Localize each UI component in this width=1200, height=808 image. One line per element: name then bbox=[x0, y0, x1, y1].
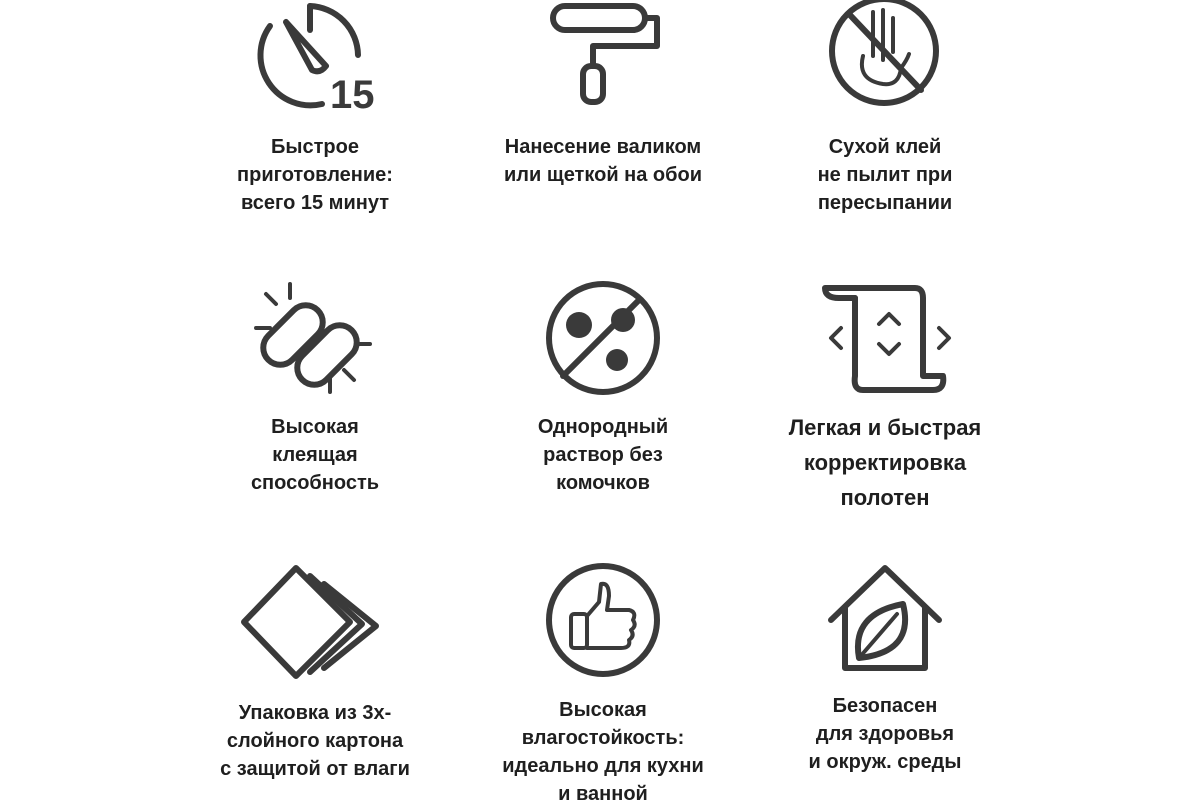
eco-house-leaf-icon bbox=[825, 560, 945, 680]
feature-caption: Нанесение валиком или щеткой на обои bbox=[503, 136, 703, 186]
paint-roller-icon bbox=[545, 0, 665, 110]
timer-badge: 15 bbox=[330, 73, 375, 117]
thumbs-up-icon bbox=[545, 562, 665, 682]
wallpaper-roll-adjust-icon bbox=[817, 280, 957, 400]
feature-caption: Безопасен для здоровья и окруж. среды bbox=[808, 695, 962, 773]
layered-cardboard-icon bbox=[240, 562, 390, 682]
feature-caption: Легкая и быстрая корректировка полотен bbox=[788, 415, 982, 510]
chain-link-icon bbox=[250, 278, 380, 408]
feature-caption: Сухой клей не пылит при пересыпании bbox=[817, 136, 953, 214]
feature-caption: Упаковка из 3х- слойного картона с защитой от влаги bbox=[220, 702, 410, 780]
feature-caption: Однородный раствор без комочков bbox=[537, 416, 669, 494]
timer-15-icon bbox=[250, 0, 380, 120]
feature-caption: Высокая влагостойкость: идеально для кухни и ванной bbox=[502, 699, 704, 805]
feature-caption: Высокая клеящая способность bbox=[250, 416, 380, 494]
no-lumps-icon bbox=[545, 280, 665, 400]
no-dust-icon bbox=[827, 0, 947, 110]
feature-caption: Быстрое приготовление: всего 15 минут bbox=[237, 136, 393, 214]
